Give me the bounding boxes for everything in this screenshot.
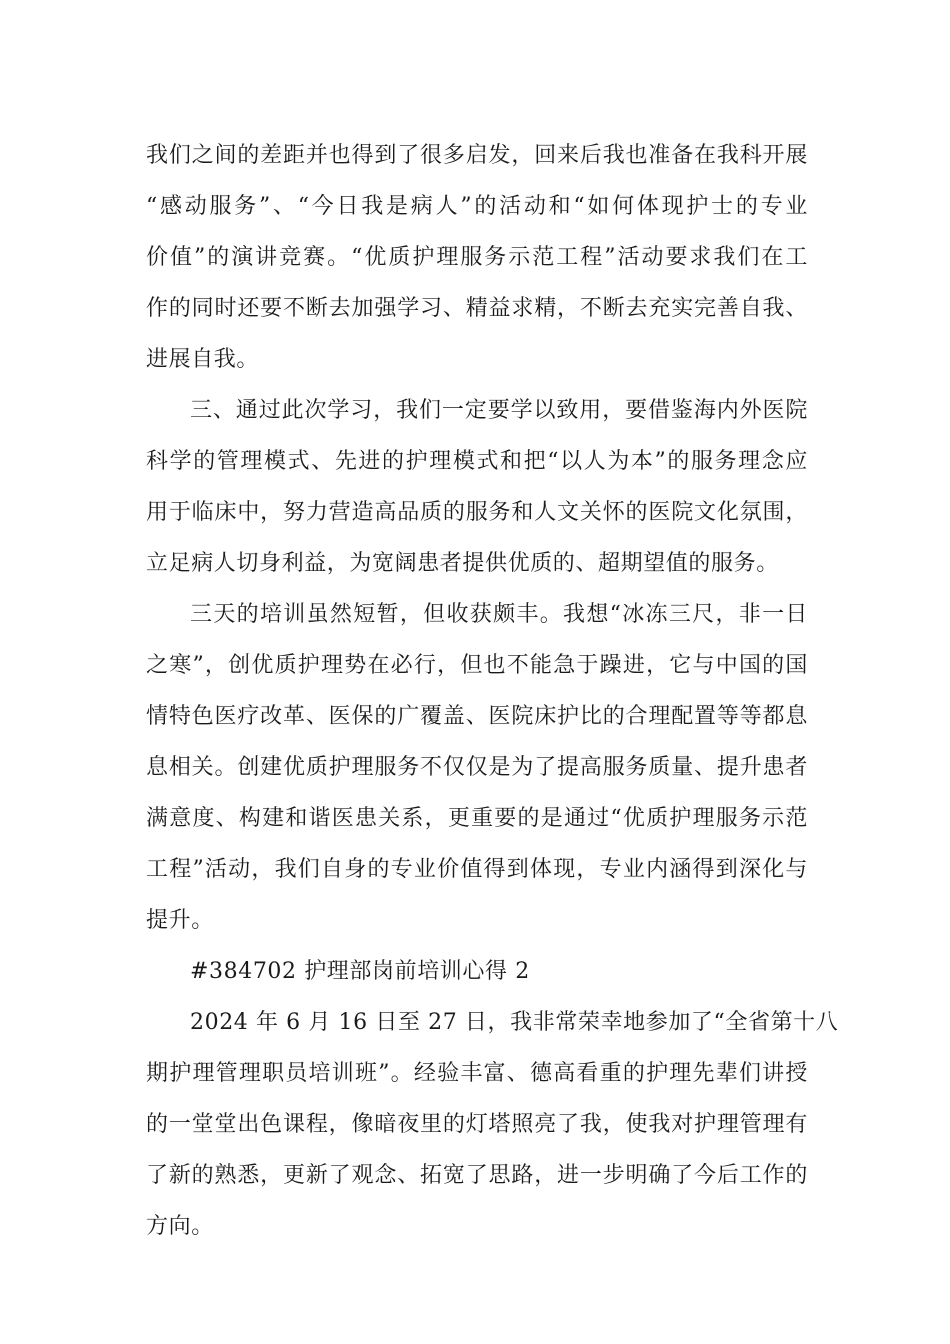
- text-line: 进展自我。: [146, 347, 260, 372]
- text-line: 提升。: [146, 908, 214, 933]
- document-body: [146, 130, 839, 1252]
- section-heading: #384702 护理部岗前培训心得 2: [190, 959, 530, 984]
- text-line: “感动服务”、“今日我是病人”的活动和“如何体现护士的专业: [146, 194, 808, 219]
- text-line: 作的同时还要不断去加强学习、精益求精，不断去充实完善自我、: [146, 296, 808, 321]
- text-line: 工程”活动，我们自身的专业价值得到体现，专业内涵得到深化与: [146, 857, 808, 882]
- text-line: 期护理管理职员培训班”。经验丰富、德高看重的护理先辈们讲授: [146, 1061, 808, 1086]
- text-line: 满意度、构建和谐医患关系，更重要的是通过“优质护理服务示范: [146, 806, 808, 831]
- paragraph-start-line: 2024 年 6 月 16 日至 27 日，我非常荣幸地参加了“全省第十八: [190, 1010, 839, 1035]
- text-line: 我们之间的差距并也得到了很多启发，回来后我也准备在我科开展: [146, 143, 808, 168]
- text-line: 方向。: [146, 1214, 214, 1239]
- text-line: 了新的熟悉，更新了观念、拓宽了思路，进一步明确了今后工作的: [146, 1163, 808, 1188]
- paragraph-start-line: 三、通过此次学习，我们一定要学以致用，要借鉴海内外医院: [190, 398, 808, 423]
- text-line: 立足病人切身利益，为宽阔患者提供优质的、超期望值的服务。: [146, 551, 779, 576]
- text-line: 科学的管理模式、先进的护理模式和把“以人为本”的服务理念应: [146, 449, 808, 474]
- paragraph-start-line: 三天的培训虽然短暂，但收获颇丰。我想“冰冻三尺，非一日: [190, 602, 808, 627]
- text-line: 用于临床中，努力营造高品质的服务和人文关怀的医院文化氛围，: [146, 500, 808, 525]
- text-line: 息相关。创建优质护理服务不仅仅是为了提高服务质量、提升患者: [146, 755, 808, 780]
- text-line: 情特色医疗改革、医保的广覆盖、医院床护比的合理配置等等都息: [146, 704, 808, 729]
- text-line: 的一堂堂出色课程，像暗夜里的灯塔照亮了我，使我对护理管理有: [146, 1112, 808, 1137]
- text-line: 价值”的演讲竞赛。“优质护理服务示范工程”活动要求我们在工: [146, 245, 808, 270]
- text-line: 之寒”，创优质护理势在必行，但也不能急于躁进，它与中国的国: [146, 653, 808, 678]
